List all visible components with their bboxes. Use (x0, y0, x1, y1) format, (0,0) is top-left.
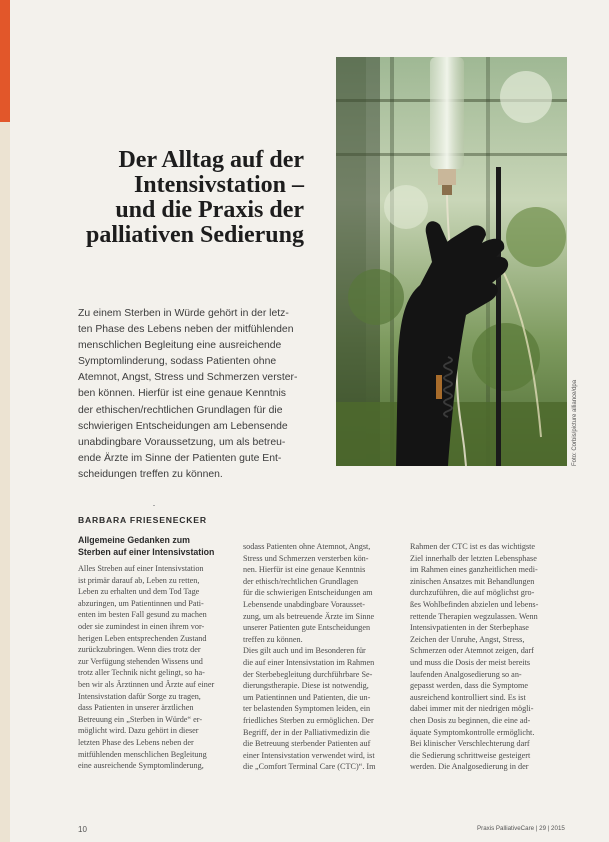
body-line: dabei immer mit der niedrigen mögli- (410, 704, 534, 714)
photo-credit: Foto: Corbis/picture alliance/dpa (572, 379, 578, 466)
body-line: Leben zu erhalten und dem Tod Tage (78, 587, 200, 597)
body-line: eine ausreichende Symptomlinderung, (78, 761, 204, 771)
body-line: zur Verfügung stehenden Wissens und (78, 656, 203, 666)
body-line: treffen zu können. (243, 634, 303, 644)
body-line: ist primär darauf ab, Leben zu retten, (78, 575, 200, 585)
lead-paragraph (78, 306, 316, 483)
title-line: Der Alltag auf der (118, 147, 304, 173)
body-line: laufenden Analgosedierung so an- (410, 669, 522, 679)
body-line: Stress und Schmerzen versterben kön- (243, 553, 369, 563)
lead-line: ben können. Hierfür ist eine genaue Kenntnis (78, 388, 286, 400)
body-line: für die schwierigen Entscheidungen am (243, 588, 373, 598)
body-line: die Betreuung sterbender Patienten auf (243, 739, 371, 749)
body-line: zurückzubringen. Wenn dies trotz der (78, 645, 201, 655)
body-line: Zeichen der Unruhe, Angst, Stress, (410, 634, 525, 644)
lead-line: ten Phase des Lebens neben der mitfühlenden (78, 324, 294, 336)
body-line: abzuringen, um Patientinnen und Pati- (78, 598, 204, 608)
body-line: Lebensende unabdingbare Vorausset- (243, 599, 366, 609)
body-line: herigen Leben entsprechenden Zustand (78, 633, 207, 643)
footer-source: Praxis PalliativeCare | 29 | 2015 (477, 825, 565, 832)
body-line: oder sie zumindest in einen ihrem vor- (78, 621, 205, 631)
body-line: der Sterbebegleitung durchführbare Se- (243, 669, 373, 679)
body-column-2 (243, 541, 401, 773)
section-subheading (78, 535, 214, 558)
body-line: Schmerzen oder Atemnot zeigen, darf (410, 646, 534, 656)
body-line: im Rahmen eines ganzheitlichen medi- (410, 565, 538, 575)
body-line: Betreuung ein „Sterben in Würde“ er- (78, 714, 203, 724)
subhead-line: Sterben auf einer Intensivstation (78, 546, 215, 557)
body-line: ben wir als Ärztinnen und Ärzte auf einer (78, 679, 215, 689)
body-line: Rahmen der CTC ist es das wichtigste (410, 542, 536, 551)
body-line: Begriff, der in der Palliativmedizin die (243, 727, 370, 737)
body-line: Bei klinischer Verschlechterung darf (410, 739, 530, 749)
divider-mark (153, 505, 155, 506)
lead-line: schwierigen Entscheidungen am Lebensende (78, 420, 288, 432)
body-line: friedliches Sterben zu ermöglichen. Der (243, 715, 374, 725)
lead-line: Atemnot, Angst, Stress und Schmerzen verster- (78, 372, 298, 384)
body-line: die auf einer Intensivstation im Rahmen (243, 657, 375, 667)
body-line: zung, um als betreuende Ärzte im Sinne (243, 611, 375, 621)
body-line: der ethisch/rechtlichen Grundlagen (243, 576, 359, 586)
article-title (52, 148, 304, 248)
accent-bar (0, 0, 10, 122)
lead-line: der ethischen/rechtlichen Grundlagen für die (78, 404, 283, 416)
lead-line: ende Ärzte im Sinne der Patienten gute Ent- (78, 452, 282, 464)
body-line: gepasst werden, dass die Symptome (410, 681, 529, 691)
body-line: möglicht wird. Dazu gehört in dieser (78, 726, 199, 736)
body-line: die „Comfort Terminal Care (CTC)“. Im (243, 762, 376, 772)
body-line: dass Patienten in unserer ärztlichen (78, 703, 194, 713)
lead-line: Zu einem Sterben in Würde gehört in der letz- (78, 308, 289, 319)
body-column-3 (410, 541, 569, 773)
body-line: mitfühlenden menschlichen Begleitung (78, 749, 207, 759)
article-photo (336, 57, 567, 466)
subhead-line: Allgemeine Gedanken zum (78, 535, 190, 545)
body-line: durchzuführen, die auf möglichst gro- (410, 588, 535, 598)
body-line: einer Intensivstation verwendet wird, ist (243, 750, 375, 760)
title-line: und die Praxis der (115, 197, 304, 223)
body-line: sodass Patienten ohne Atemnot, Angst, (243, 542, 371, 551)
body-line: trotz aller Technik nicht gelingt, so ha- (78, 668, 205, 678)
lead-line: menschlichen Begleitung eine ausreichende (78, 340, 282, 352)
body-line: ter belastenden Symptomen leiden, ein (243, 704, 371, 714)
body-line: enten im besten Fall gesund zu machen (78, 610, 207, 620)
body-line: und muss die Dosis der meist bereits (410, 657, 531, 667)
body-line: rettende Therapien wegzulassen. Wenn (410, 611, 538, 621)
lead-line: unabdingbare Voraussetzung, um als betreu- (78, 436, 286, 448)
body-line: Ziel innerhalb der letzten Lebensphase (410, 553, 537, 563)
side-band (0, 0, 10, 842)
body-line: um Patientinnen und Patienten, die un- (243, 692, 371, 702)
lead-line: Symptomlinderung, sodass Patienten ohne (78, 356, 277, 368)
lead-line: scheidungen treffen zu können. (78, 468, 223, 480)
body-line: dierungstherapie. Diese ist notwendig, (243, 681, 369, 691)
body-line: letzten Phase des Lebens neben der (78, 737, 194, 747)
body-line: chen Dosis zu beginnen, die eine ad- (410, 715, 531, 725)
body-line: Intensivstation dafür Sorge zu tragen, (78, 691, 201, 701)
title-line: Intensivstation – (133, 172, 304, 198)
body-line: äquate Symptomkontrolle ermöglicht. (410, 727, 535, 737)
body-line: ausreichend kontrolliert sind. Es ist (410, 692, 526, 702)
infusion-photo-image (336, 57, 567, 466)
body-line: ßes Wohlbefinden abzielen und lebens- (410, 599, 539, 609)
body-line: die Sedierung schrittweise gesteigert (410, 750, 531, 760)
body-column-1 (78, 563, 234, 772)
body-line: nen. Hierfür ist eine genaue Kenntnis (243, 565, 366, 575)
title-line: palliativen Sedierung (85, 222, 304, 248)
body-line: Alles Streben auf einer Intensivstation (78, 564, 204, 573)
author-name: BARBARA FRIESENECKER (78, 515, 207, 525)
body-line: werden. Die Analgosedierung in der (410, 762, 529, 772)
body-line: Dies gilt auch und im Besonderen für (243, 646, 366, 656)
body-line: Intensivpatienten in der Sterbephase (410, 623, 529, 633)
body-line: zinischen Ansatzes mit Behandlungen (410, 576, 535, 586)
page-number: 10 (78, 825, 87, 834)
body-line: unserer Patienten gute Entscheidungen (243, 623, 371, 633)
